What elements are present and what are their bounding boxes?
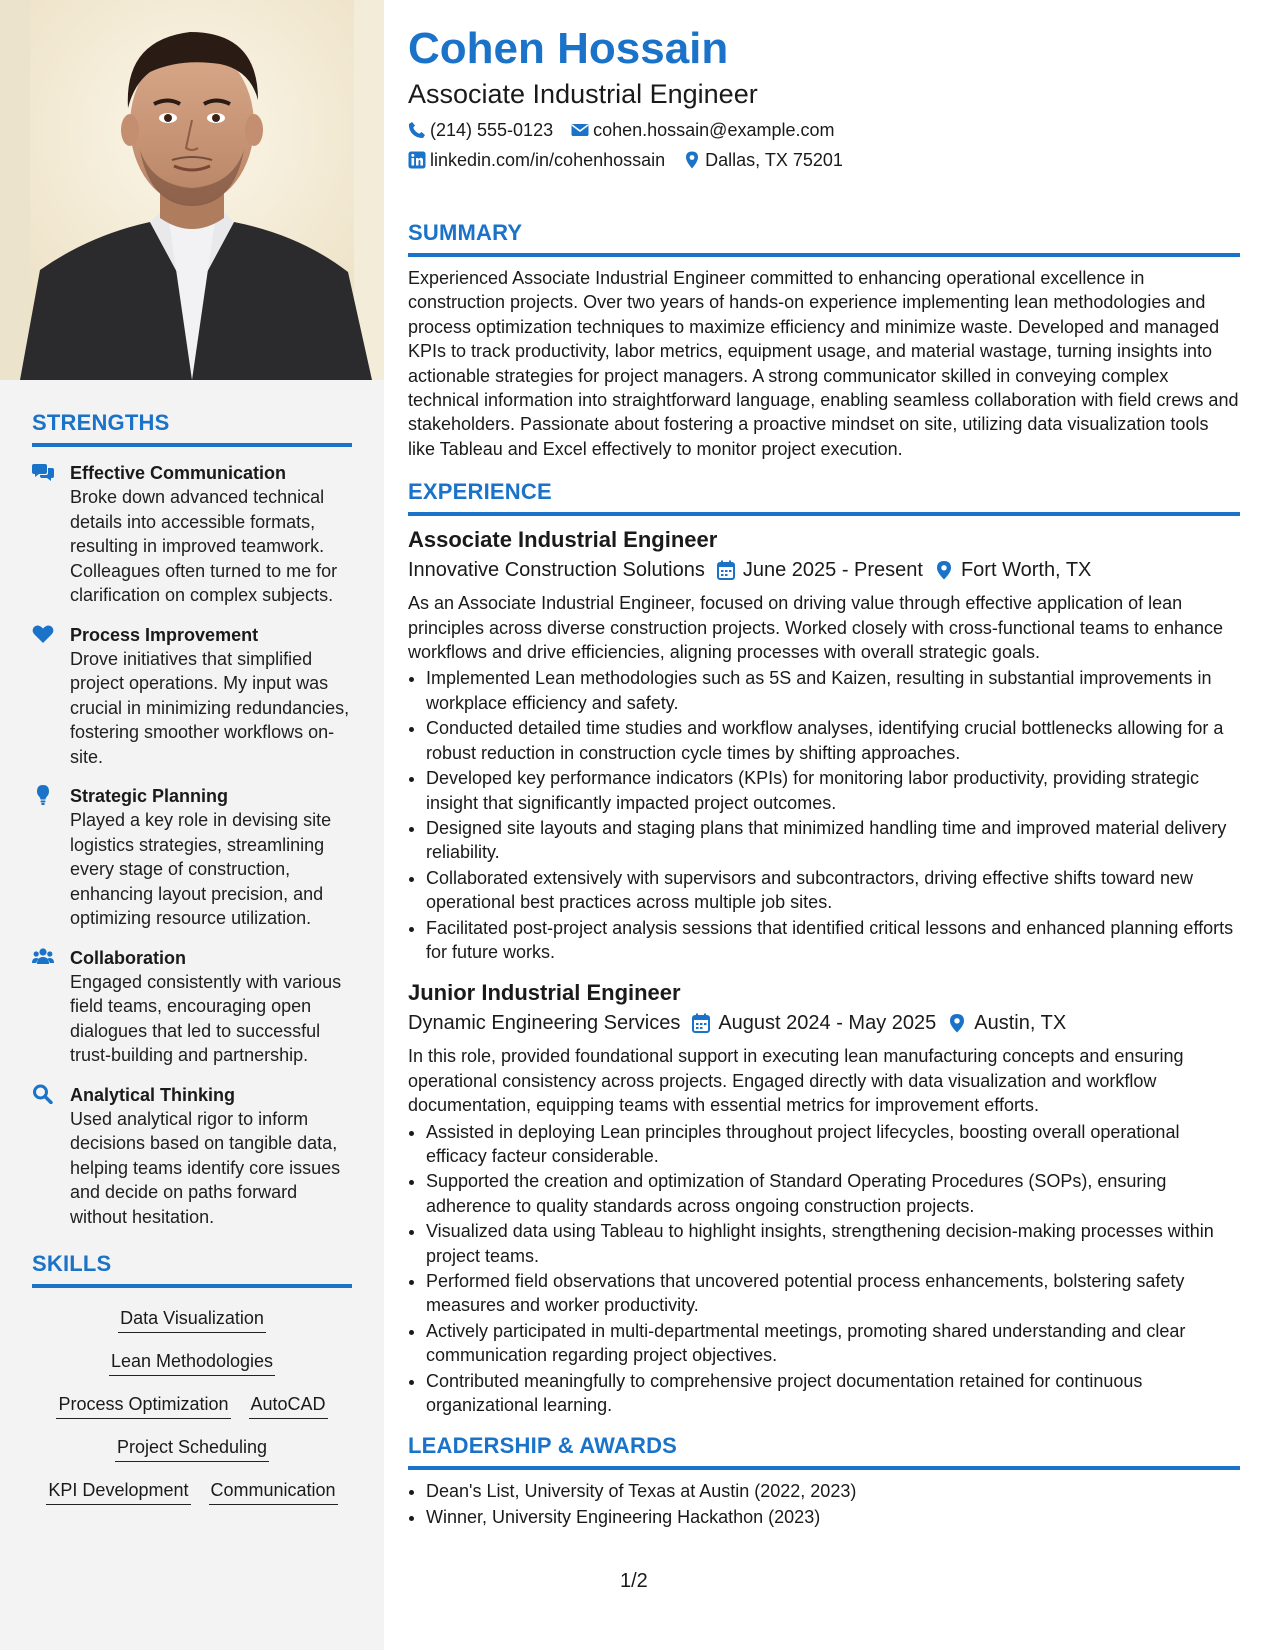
list-item: • Designed site layouts and staging plans that minimized handling time and improved material delivery reliability.	[426, 816, 1240, 865]
job-bullets	[408, 666, 1240, 964]
job-bullets	[408, 1120, 1240, 1418]
location-text: Dallas, TX 75201	[705, 150, 843, 170]
awards-section	[408, 1433, 1240, 1529]
candidate-title: Associate Industrial Engineer	[408, 79, 758, 109]
job-meta	[408, 1008, 1240, 1038]
location-text: Austin, TX	[974, 1012, 1067, 1035]
list-item: • Supported the creation and optimization of Standard Operating Procedures (SOPs), ensuring adherence to quality standards across ongoing construction projects.	[426, 1169, 1240, 1218]
strength-desc: Played a key role in devising site logistics strategies, streamlining every stage of construction, enhancing layout precision, and optimizing resource utilization.	[70, 810, 332, 928]
strength-name: Collaboration	[70, 947, 186, 968]
strength-desc: Engaged consistently with various field teams, encouraging open dialogues that led to successful trust-building and partnership.	[70, 971, 342, 1065]
experience-heading: EXPERIENCE	[408, 479, 1240, 516]
list-item: • Performed field observations that uncovered potential process enhancements, bolstering safety measures and worker productivity.	[426, 1269, 1240, 1318]
location-text: Fort Worth, TX	[960, 559, 1092, 582]
summary-text: Experienced Associate Industrial Engineer committed to enhancing operational excellence in construction projects. Over two years of hands-on experience implementing lean methodologies and process optimization techniques to maximize efficiency and minimize waste. Developed and managed KPIs to track productivity, labor metrics, equipment usage, and material wastage, turning insights into actionable strategies for project managers. A strong communicator skilled in conveying complex technical information into straightforward language, enabling seamless collaboration with field crews and stakeholders. Passionate about fostering a proactive mindset on site, utilizing data visualization tools like Tableau and Excel effectively to monitor project execution.	[408, 268, 1239, 459]
contact-row-2	[408, 148, 1240, 172]
summary-section	[408, 220, 1240, 461]
skill-tag: Lean Methodologies	[109, 1349, 275, 1376]
job-summary: As an Associate Industrial Engineer, focused on driving value through effective application of lean principles across diverse construction projects. Worked closely with cross-functional teams to enhance workflows and drive efficiencies, aligning processes with overall strategic goals.	[408, 593, 1224, 663]
job-location	[948, 1008, 1066, 1038]
skill-tag: AutoCAD	[249, 1392, 328, 1419]
list-item: • Developed key performance indicators (KPIs) for monitoring labor productivity, providing strategic insight that significantly impacted project outcomes.	[426, 766, 1240, 815]
strength-desc: Used analytical rigor to inform decisions based on tangible data, helping teams identify core issues and decide on paths forward without hesitation.	[70, 1108, 341, 1227]
sidebar	[0, 0, 384, 1650]
calendar-icon	[717, 560, 735, 580]
lightbulb-icon	[32, 785, 54, 805]
heart-icon	[32, 624, 54, 644]
list-item: • Dean's List, University of Texas at Austin (2022, 2023)	[426, 1479, 1240, 1503]
job-title: Associate Industrial Engineer	[408, 527, 718, 553]
strength-item	[32, 623, 352, 770]
candidate-name: Cohen Hossain	[408, 24, 729, 73]
list-item: • Collaborated extensively with supervisors and subcontractors, driving effective shifts toward new operational best practices across multiple job sites.	[426, 866, 1240, 915]
job-entry	[408, 978, 1240, 1417]
email-link[interactable]: cohen.hossain@example.com	[593, 120, 835, 140]
company-name: Innovative Construction Solutions	[408, 559, 705, 582]
list-item: • Actively participated in multi-departmental meetings, promoting shared understanding and clear communication regarding project objectives.	[426, 1319, 1240, 1368]
skill-tag: Communication	[209, 1478, 338, 1505]
dates-text: August 2024 - May 2025	[718, 1012, 937, 1035]
linkedin-link[interactable]: linkedin.com/in/cohenhossain	[430, 150, 666, 170]
skill-tag: KPI Development	[46, 1478, 190, 1505]
strength-name: Strategic Planning	[70, 786, 229, 806]
job-meta	[408, 555, 1240, 585]
location-contact	[683, 148, 843, 172]
map-pin-icon	[935, 560, 953, 580]
list-item: • Conducted detailed time studies and workflow analyses, identifying crucial bottlenecks allowing for a robust reduction in construction cycle times by shifting approaches.	[426, 716, 1240, 765]
skill-tag: Data Visualization	[118, 1306, 266, 1333]
skills-list	[32, 1306, 352, 1505]
search-icon	[32, 1084, 54, 1104]
strength-desc: Broke down advanced technical details into accessible formats, resulting in improved teamwork. Colleagues often turned to me for clarification on complex subjects.	[70, 487, 338, 605]
linkedin-icon	[408, 151, 426, 169]
job-title: Junior Industrial Engineer	[408, 980, 681, 1006]
envelope-icon	[571, 121, 589, 139]
summary-heading: SUMMARY	[408, 220, 1240, 257]
page-number: 1/2	[620, 1570, 648, 1592]
phone-text: (214) 555-0123	[430, 120, 554, 140]
profile-photo	[0, 0, 384, 380]
strength-desc: Drove initiatives that simplified project operations. My input was crucial in minimizing redundancies, fostering smoother workflows on-site.	[70, 648, 350, 767]
phone-contact	[408, 118, 553, 142]
strength-name: Process Improvement	[70, 624, 259, 645]
list-item: • Assisted in deploying Lean principles throughout project lifecycles, boosting overall operational efficacy facteur considerable.	[426, 1120, 1240, 1169]
awards-list	[408, 1479, 1240, 1529]
main-content	[408, 22, 1240, 1530]
comments-icon	[32, 462, 54, 482]
map-pin-icon	[683, 151, 701, 169]
strength-item	[32, 784, 352, 931]
list-item: • Facilitated post-project analysis sessions that identified critical lessons and enhanced planning efforts for future works.	[426, 916, 1240, 965]
list-item: • Winner, University Engineering Hackathon (2023)	[426, 1505, 1240, 1529]
calendar-icon	[692, 1013, 710, 1033]
phone-icon	[408, 121, 426, 139]
strength-name: Effective Communication	[70, 463, 287, 483]
job-dates	[717, 555, 923, 585]
strength-item	[32, 946, 352, 1068]
job-location	[935, 555, 1091, 585]
dates-text: June 2025 - Present	[742, 559, 923, 582]
job-summary: In this role, provided foundational support in executing lean manufacturing concepts and ensuring operational consistency across projects. Engaged directly with data visualization and workflow documentation, equipping teams with essential metrics for improvement efforts.	[408, 1046, 1184, 1116]
sidebar-content	[32, 410, 352, 1521]
linkedin-contact[interactable]	[408, 148, 665, 172]
skills-heading: SKILLS	[32, 1251, 352, 1288]
job-dates	[692, 1008, 936, 1038]
awards-heading: LEADERSHIP & AWARDS	[408, 1433, 1240, 1470]
job-entry	[408, 525, 1240, 964]
contact-row	[408, 118, 1240, 142]
list-item: • Visualized data using Tableau to highlight insights, strengthening decision-making processes within project teams.	[426, 1219, 1240, 1268]
list-item: • Implemented Lean methodologies such as 5S and Kaizen, resulting in substantial improvements in workplace efficiency and safety.	[426, 666, 1240, 715]
experience-section	[408, 479, 1240, 1417]
list-item: • Contributed meaningfully to comprehensive project documentation retained for continuous organizational learning.	[426, 1369, 1240, 1418]
strength-item	[32, 461, 352, 608]
company-name: Dynamic Engineering Services	[408, 1012, 681, 1035]
users-icon	[32, 947, 54, 967]
strength-item	[32, 1083, 352, 1230]
email-contact[interactable]	[571, 118, 834, 142]
map-pin-icon	[948, 1013, 966, 1033]
strengths-heading: STRENGTHS	[32, 410, 352, 447]
strength-name: Analytical Thinking	[70, 1084, 236, 1105]
skill-tag: Process Optimization	[56, 1392, 230, 1419]
skill-tag: Project Scheduling	[115, 1435, 269, 1462]
